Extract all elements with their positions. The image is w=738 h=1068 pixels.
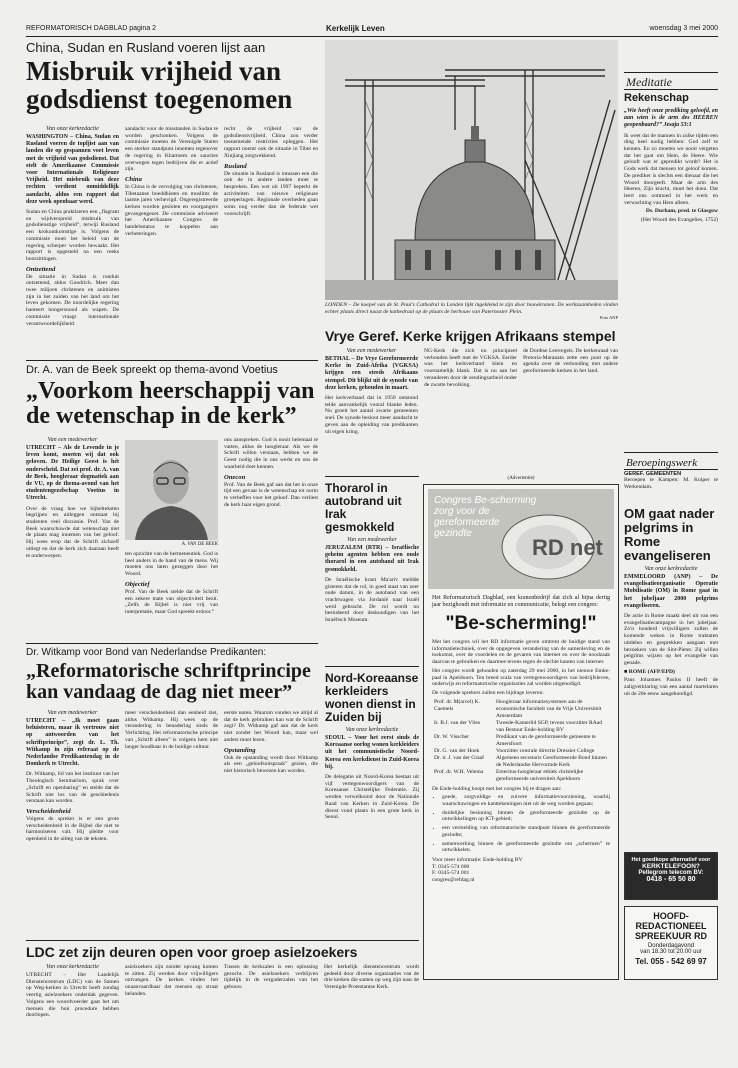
section-rule <box>26 360 318 361</box>
advert-bullet: • goede, zorgvuldige en zuivere informatievoorziening, waarbij waarschuwingen en kanttekeningen niet uit de weg worden gegaan; <box>442 794 610 807</box>
article4-sub1: Verscheidenheid <box>26 807 71 815</box>
advert-p2: Het congres wordt gehouden op zaterdag 29 mei 2000, in het nieuwe Emke-paal in Apeldoorn. Ten breed scala van vertegenwoordigers van bedrijfsleven, onderwijs en reformatorische organisaties zal worden uitgenodigd. <box>432 667 610 688</box>
meditatie-body: Ik weet dat de mannen in zulke tijden een ding heel nodig hebben: God zelf te kennen. En zo moeten we nooit vergeten dat het gaat om Hem, de Heere. Wie gelooft wat er gepredikt wordt? Het is Gods werk dat mensen tot geloof komen. De prediker is slechts een dienaar die het Woord doorgeeft. Maar de arm des Heeren, Zijn kracht, moet het doen. Dat leert ons ootmoed in het werk en verwachting van Hem alleen. <box>624 132 718 206</box>
article1-author: Van onze kerkredactie <box>46 126 99 132</box>
speaker-row <box>432 720 610 734</box>
ad2-line2: REDACTIONEEL <box>635 921 707 931</box>
portrait-illustration <box>125 440 218 540</box>
advert-banner-line4: gezindte <box>434 528 472 539</box>
article3-col2 <box>424 348 517 468</box>
speaker-role: Voorzitter centrale directie Dressier College <box>496 747 595 754</box>
speaker-row <box>432 734 610 748</box>
article4-intro: UTRECHT – „Ik moet gaan beluisteren, maar ik vertrouw niet op antwoorden van het schriftprincipe”, zegt dr. L. Th. Witkamp in zijn referaat op de Nederlandse Predikantendag in de Domkerk te Utrecht. <box>26 718 119 768</box>
article2-text3: ons aanspreken. God is nooit helemaal te vatten, aldus de hoogleraar. Als we de Schrift willen verstaan, hebben we de Geest nodig die in ons werkt en ons de waarheid doet kennen. <box>224 437 318 470</box>
article1-text1: Sudan en China praktiseren een „flagrant en wijdverspreid misbruik van godsdienstige vrijheid”, terwijl Rusland een krokontkomstige is. Volgens de commissie moet het beleid van de regering scherper worden bewaakt. Het rapport is opgesteld na een reeks hoorzittingen. <box>26 209 119 262</box>
article1-col3 <box>224 126 318 356</box>
article2-text2: ten opzichte van de hermeneutiek. God is heel anders in de hand van de mens. Wij moeten ons laten gezeggen door het Woord. <box>125 551 218 578</box>
meditatie-quote: „Wie heeft onze prediking geloofd, en aan wien is de arm des HEEREN geopenbaard?” Jesaja 53:1 <box>624 108 718 129</box>
beroeping-column <box>624 471 718 503</box>
ad1-line1: Het goedkope alternatief voor <box>631 857 711 863</box>
speaker-role: Hoogleraar informatiesystemen aan de economische faculteit van de Vrije Universiteit Amsterdam <box>496 698 602 719</box>
article-thorarol <box>325 482 419 662</box>
article7-sub-body: Paus Johannes Paulus II heeft de zaligverklaring van een aantal martelaren uit de 20e eeuw aangekondigd. <box>624 677 718 697</box>
speaker-name: Prof. dr. W.H. Velema <box>434 768 484 775</box>
article7-title: OM gaat nader pelgrims in Rome evangeliseren <box>624 507 715 563</box>
meditatie-column <box>624 92 718 422</box>
article2-sub2: Objectief <box>125 580 150 588</box>
header-center: Kerkelijk Leven <box>326 24 385 33</box>
article4-col3 <box>224 710 318 935</box>
article4-text1: Dr. Witkamp, lid van het instituut van het Theologisch Seminarium, sprak over „Schrift en openbaring” en stelde dat de Schrift niet los van de geschiedenis verstaan kan worden. <box>26 771 119 805</box>
article3-col3 <box>523 348 618 468</box>
article8-col3 <box>224 964 318 1024</box>
article2-intro: UTRECHT – Als de Levende in je leven komt, moeten wij dat ook geloven. De Heilige Geest is hét onderscheid. Dat zei prof. dr. A. van de Beek, hoogleraar dogmatiek aan de VU, op de thema-avond van het studentengezelschap Voetius in Utrecht. <box>26 445 119 502</box>
cathedral-caption-box <box>325 302 618 324</box>
article1-col1 <box>26 126 119 356</box>
advert-label: (Advertentie) <box>507 476 535 481</box>
advert-bullets <box>432 794 610 854</box>
article4-text3: eerste noten. Waarom vonden we altijd al dat de kerk gebruiken kan wat de Schrift zegt? Dr. Witkamp gaf aan dat de kerk niet zonder het Woord kan, maar wel anders moet lezen. <box>224 710 318 743</box>
beroeping-label: Beroepingswerk <box>626 457 698 469</box>
ad1-line3: Pellegrom telecom BV: <box>638 870 704 876</box>
speaker-row <box>432 748 610 755</box>
article2-col2 <box>125 551 218 639</box>
witkamp-rule <box>26 643 318 644</box>
speaker-name: Ir. B.J. van der Vlies <box>434 719 481 726</box>
article4-author: Van een medewerker <box>47 710 98 716</box>
meditatie-title: Rekenschap <box>624 92 689 104</box>
article6-title: Nord-Koreaanse kerkleiders wonen dienst in Zuiden bij <box>325 672 419 724</box>
article8-col4 <box>324 964 419 1024</box>
article6-body: De delegatie uit Noord-Korea bestaat uit vijf vertegenwoordigers van de Koreaanse Christelijke Federatie. Zij werden verwelkomd door de Nationale Raad van Kerken in Zuid-Korea. De dienst vond plaats in een grote kerk in Seoul. <box>325 774 419 821</box>
header-right: woensdag 3 mei 2000 <box>649 25 718 32</box>
article3-author: Van een medewerker <box>346 348 397 354</box>
article-om-rome <box>624 507 718 847</box>
advert-bullet: • samenwerking binnen de gereformeerde gezindte om „schermen” te ontwikkelen. <box>442 841 610 854</box>
article7-sub: ■ ROME (AFP/EPD) <box>624 668 675 675</box>
advert-banner <box>434 495 536 539</box>
ad2-line5: van 18.30 tot 20.00 uur <box>640 949 702 955</box>
advert-p4: De Ende-holding hoopt met het congres bij te dragen aan: <box>432 785 562 792</box>
ad2-line3: SPREEKUUR RD <box>634 931 707 941</box>
speaker-role: Emeritus-hoogleraar ethiek christelijke gereformeerde universiteit Apeldoorn <box>496 768 584 782</box>
article4-text1b: Volgens de spreker is er een grote verscheidenheid in de Bijbel die niet te harmoniseren valt. Hij pleitte voor openheid in de uitleg van de teksten. <box>26 815 119 843</box>
article7-body: De actie in Rome maakt deel uit van een evangelisatiecampagne in het jubeljaar. Zo'n honderd vrijwilligers zullen de komende weken in Rome traktaten uitdelen en gesprekken aangaan met bezoekers van de Sint-Pieter. Zij willen pelgrims wijzen op het evangelie van genade. <box>624 613 718 666</box>
spreekuur-ad <box>624 906 718 980</box>
advert-banner-line2: zorg voor de <box>434 506 490 517</box>
cathedral-photo <box>325 40 618 300</box>
speaker-name: Prof. dr. M(arcel) K. Caemels <box>434 698 480 712</box>
article-ldc <box>26 944 419 960</box>
cathedral-credit: Foto ANP <box>599 315 618 321</box>
article2-text2b: Prof. Van de Beek stelde dat de Schrift een zekere mate van objectiviteit bezit. „Zelfs de Bijbel is niet vrij van interpretatie, maar God spreekt erdoor.” <box>125 588 218 615</box>
speaker-name: Dr. W. Visscher <box>434 733 469 740</box>
advert-headline: "Be-scherming!" <box>445 613 597 634</box>
meditatie-header <box>624 72 718 90</box>
article4-text2: meer verscheidenheid dan eenheid ziet, aldus Witkamp. Hij wees op de verandering in benadering sinds de Verlichting. Het reformatorische principe van „Schrift alleen” is volgens hem niet langer houdbaar in de huidige cultuur. <box>125 710 218 750</box>
advert-banner-line3: gereformeerde <box>434 517 500 528</box>
speaker-row <box>432 755 610 769</box>
article3-col1 <box>325 348 418 468</box>
beroeping-text: Beroepen te Kampen: M. Kuiper te Werkendam. <box>624 477 718 490</box>
article4-col1 <box>26 710 119 935</box>
article8-text3: Tussen de kerkzalen is een oplossing gezocht. De asielzoekers verblijven tijdelijk in de vergaderzalen van het gebouw. <box>224 964 318 991</box>
article3-intro: BETHAL – De Vrye Gereformeerde Kerke in Zuid-Afrika (VGKSA) krijgen een steeds Afrikaans stempel. Dit blijkt uit de synode van deze kerken, gehouden in maart. <box>325 356 418 391</box>
kerktelefoon-ad <box>624 852 718 900</box>
beroeping-header <box>624 452 718 470</box>
article3-text1: Het kerkverband dat in 1950 ontstond telde aanvankelijk vooral blanke leden. Nu groeit het aantal zwarte gemeenten snel. De synode besloot meer aandacht te geven aan de opleiding van predikanten uit eigen kring. <box>325 395 418 435</box>
speaker-role: Predikant van de gereformeerde gemeente te Amersfoort <box>496 733 596 747</box>
article4-title: „Reformatorische schriftprincipe kan vandaag de dag niet meer” <box>26 660 311 703</box>
cathedral-caption: LONDEN – De koepel van de St. Paul's Cathedral in Londen lijkt ingeklemd te zijn door bouwkranen. De werkzaamheden vinden echter plaats direct naast de kathedraal op de plaats de herbouw van Paternoster Plein. <box>325 302 618 315</box>
advert-contact: Voor meer informatie: Ende-holding BV T: 0345-574 000 F: 0345-574 001 congres@refdag.nl <box>432 856 523 884</box>
meditatie-source: (Het Woord des Evangelies, 1752) <box>641 217 718 224</box>
article1-sub3: Rusland <box>224 162 247 170</box>
article1-sub2: China <box>125 175 142 183</box>
ad2-line4: Donderdagavond <box>647 943 695 949</box>
article1-col2 <box>125 126 218 356</box>
article2-title: „Voorkom heerschappij van de wetenschap in de kerk” <box>26 378 315 429</box>
meditatie-label: Meditatie <box>626 75 672 89</box>
thorarol-rule <box>325 476 419 477</box>
article2-col3 <box>224 437 318 637</box>
advert-badge: RD net <box>532 535 603 560</box>
advert-bullet: • duidelijke besinning binnen de gereformeerde gezindte op de ontwikkelingen op ICT-gebied; <box>442 810 610 823</box>
article-witkamp <box>26 647 318 703</box>
article1-intro: WASHINGTON – China, Sudan en Rusland voeren de topljist aan van landen die op gespannen voet leven met de vrijheid van godsdienst. Dat stelt de Amerikaanse Commissie voor Internationale Religieuze Vrijheid. Het misbruik van deze rechten verdient onmiddellijk aandacht, aldus een rapport dat deze week openbaar werd. <box>26 134 119 205</box>
speaker-row <box>432 699 610 720</box>
article3-text3: de Dordtse Leerregels. De kerkenraad van Pretoria-Maranata zette een punt op de agenda over de verhouding met andere gereformeerde kerken in het land. <box>523 348 618 375</box>
article1-text2b: In China is de vervolging van christenen, Tibetaanse boeddhisten en moslims de laatste jaren verhevigd. Ongeregistreerde kerken worden gesloten en voorgangers gevangengezet. De commissie adviseert het Amerikaanse Congres de handelsstatus te koppelen aan verbeteringen. <box>125 183 218 237</box>
article4-kicker: Dr. Witkamp voor Bond van Nederlandse Predikanten: <box>26 647 267 658</box>
advert-image <box>428 489 614 589</box>
ad1-line4: 0418 - 65 50 80 <box>646 876 696 883</box>
advert-p1: Met het congres wil het RD informatie geven omtrent de huidige stand van informatietechniek, over de opgegeven verandering van de samenleving en de toekomst, over de voordelen en de gevaren van internet en over de noodzaak daarvan te gebruiken en daarmee tevens tegen de slechte kanten van internet. <box>432 639 610 666</box>
ad2-line1: HOOFD- <box>653 911 689 921</box>
advert-content <box>432 595 610 886</box>
cathedral-illustration <box>325 40 618 300</box>
article8-col1 <box>26 964 119 1024</box>
article1-sub1: Ontzettend <box>26 265 56 273</box>
advert-p3: De volgende sprekers zullen een bijdrage leveren: <box>432 689 544 696</box>
article8-text1: UTRECHT – Het Landelijk Dienstencentrum (LDC) van de Samen op Weg-kerken in Utrecht heeft zondag veertig asielzoekers onderdak gegeven. Volgens een woordvoerder gaat het om mensen die hun procedure hebben doorlopen. <box>26 972 119 1019</box>
advert-intro: Het Reformatorisch Dagblad, een kranenbedrijf dat zich al bijna dertig jaar bezighoudt met informatie en communicatie, belegt een congres: <box>432 595 610 608</box>
advert-box <box>423 484 619 980</box>
article5-intro: JERUZALEM (RTR) – Israëlische geheim agenten hebben een oude thorarol in een autoband uit Irak gesmokkeld. <box>325 545 419 573</box>
article4-text3b: Ook de opstanding wordt door Witkamp als een „geloofsuitspraak” gezien, die niet historisch bewezen kan worden. <box>224 754 318 774</box>
article1-text2: aandacht voor de misstanden in Sudan te worden geschonken. Volgens de commissie moeten de Verenigde Staten een sterker standpunt innemen tegenover de regering in Khartoem en sancties overwegen tegen bedrijven die er actief zijn. <box>125 126 218 173</box>
meditatie-signature: Ds. Durham, pred. te Glasgow <box>645 208 718 215</box>
speaker-name: Dr. ir. J. van der Graaf <box>434 754 485 761</box>
ad1-line2: KERKTELEFOON? <box>642 863 700 870</box>
speaker-role: Tweede-Kamerlid SGP, tevens voorzitter RAad van Bestuur Ende-holding BV <box>496 719 603 733</box>
article8-text2: asielzoekers zijn zonder opvang komen te zitten. Zij werden door vrijwilligers ontvangen. De kerken vinden het onaanvaardbaar dat mensen op straat belanden. <box>125 964 218 997</box>
advert-banner-line1: Congres Be-scherming <box>434 495 537 506</box>
article3-kicker: Vrye Geref. Kerke krijgen Afrikaans stempel <box>325 328 616 344</box>
article1-text1b: De situatie in Sudan is ronduit ontzettend, aldus Goodrich. Meer dan twee miljoen christenen en animisten zijn in het zuiden van het land om het leven gekomen. De noordelijke regering hanteert hongersnood als wapen. De commissie vraagt internationale verantwoordelijkheid. <box>26 273 119 327</box>
article1-text3: recht de vrijheid van de godsdienstvrijheid. China zou verder toenemende restricties opleggen. Het rapport noemt ook de situatie in Tibet en Xinjiang zorgwekkend. <box>224 126 318 159</box>
korea-rule <box>325 666 419 667</box>
article8-text4: Het kerkelijk dienstencentrum wordt gedeeld door diverse organisaties van de drie kerken die samen op weg zijn naar de Verenigde Protestantse Kerk. <box>324 964 419 991</box>
article1-kicker: China, Sudan en Rusland voeren lijst aan <box>26 40 266 55</box>
article8-col2 <box>125 964 218 1024</box>
article2-col1 <box>26 437 119 637</box>
speaker-table <box>432 699 610 783</box>
header-rule <box>26 36 718 37</box>
article2-author: Van een medewerker <box>47 437 98 443</box>
article6-intro: SEOUL – Voor het eerst sinds de Koreaanse oorlog wonen kerkleiders uit het communistische Noord-Korea een kerkdienst in Zuid-Korea bij. <box>325 735 419 770</box>
article4-col2 <box>125 710 218 935</box>
article6-author: Van onze kerkredactie <box>345 727 399 733</box>
article2-text3b: Prof. Van de Beek gaf aan dat het in onze tijd een gevaar is de wetenschap tot norm te verheffen voor het geloof. Dan verliest de kerk haar eigen grond. <box>224 481 318 508</box>
speaker-row <box>432 769 610 783</box>
article1-text3b: De situatie in Rusland is intussen een die ook de in andere landen moet te bespreken. Een wet uit 1997 beperkt de activiteiten van nieuwe religieuze groeperingen. Regionale overheden gaan soms nog verder dan de federale wet voorschrijft. <box>224 170 318 217</box>
article2-sub3: Onecon <box>224 473 246 481</box>
article5-body: De Israëlische krant Ma'ariv meldde gisteren dat de rol, in goed staat van zeer oude datum, in de autoband van een vrachtwagen via Jordanië naar Israël werd gebracht. De rol wordt nu bestudeerd door deskundigen van het Israëlisch Museum. <box>325 576 419 624</box>
speaker-name: Dr. G. van der Hoek <box>434 747 480 754</box>
ldc-rule <box>26 940 419 941</box>
ad2-line6: Tel. 055 - 542 69 97 <box>635 957 707 966</box>
article-vrye-geref <box>325 328 618 344</box>
article5-title: Thorarol in autobrand uit Irak gesmokkeld <box>325 482 402 534</box>
article3-text2: NG-Kerk die zich nu principieel verbonden heeft met de VGKSA. Eerder was het kerkverband klein en voornamelijk blank. Dat is nu aan het veranderen door de zendingsarbeid onder de zwarte bevolking. <box>424 348 517 388</box>
article2-text1: Over de vraag hoe we bijbelteksten begrijpen en uitleggen ontstaat bij studenten veel discussie. Prof. Van de Beek waarschuwde dat wetenschap niet de plaats mag innemen van het geloof. Hij wees erop dat de Schrift zichzelf uitlegt en dat de kerk zich daaraan heeft te onderwerpen. <box>26 505 119 559</box>
beroeping-denom: GEREF. GEMEENTEN <box>624 471 682 477</box>
portrait-photo <box>125 440 218 540</box>
page-header <box>26 22 718 36</box>
header-left: REFORMATORISCH DAGBLAD pagina 2 <box>26 25 157 32</box>
article8-author: Van onze kerkredactie <box>46 964 99 970</box>
speaker-role: Algemeen secretaris Gereformeerde Bond binnen de Nederlandse Hervormde Kerk <box>496 754 607 768</box>
advert-bullet: • een vermelding van reformatorische standpunt binnen de gereformeerde gezindte; <box>442 825 610 838</box>
article1-title: Misbruik vrijheid van godsdienst toegenomen <box>26 56 293 114</box>
article-godsdienst <box>26 40 318 113</box>
article4-sub3: Opstanding <box>224 746 256 754</box>
article5-author: Van een medewerker <box>347 537 397 543</box>
article7-intro: EMMELOORD (ANP) – De evangelisatieorganisatie Operatie Mobilisatie (OM) in Rome gaat in het jubeljaar 2000 pelgrims evangeliseren. <box>624 574 718 609</box>
article8-title: LDC zet zijn deuren open voor groep asielzoekers <box>26 944 358 960</box>
article2-kicker: Dr. A. van de Beek spreekt op thema-avond Voetius <box>26 364 278 376</box>
portrait-caption: A. VAN DE BEEK <box>181 542 218 547</box>
article-van-de-beek <box>26 364 318 429</box>
article7-author: Van onze kerkredactie <box>644 566 698 572</box>
article-noord-korea <box>325 672 419 972</box>
